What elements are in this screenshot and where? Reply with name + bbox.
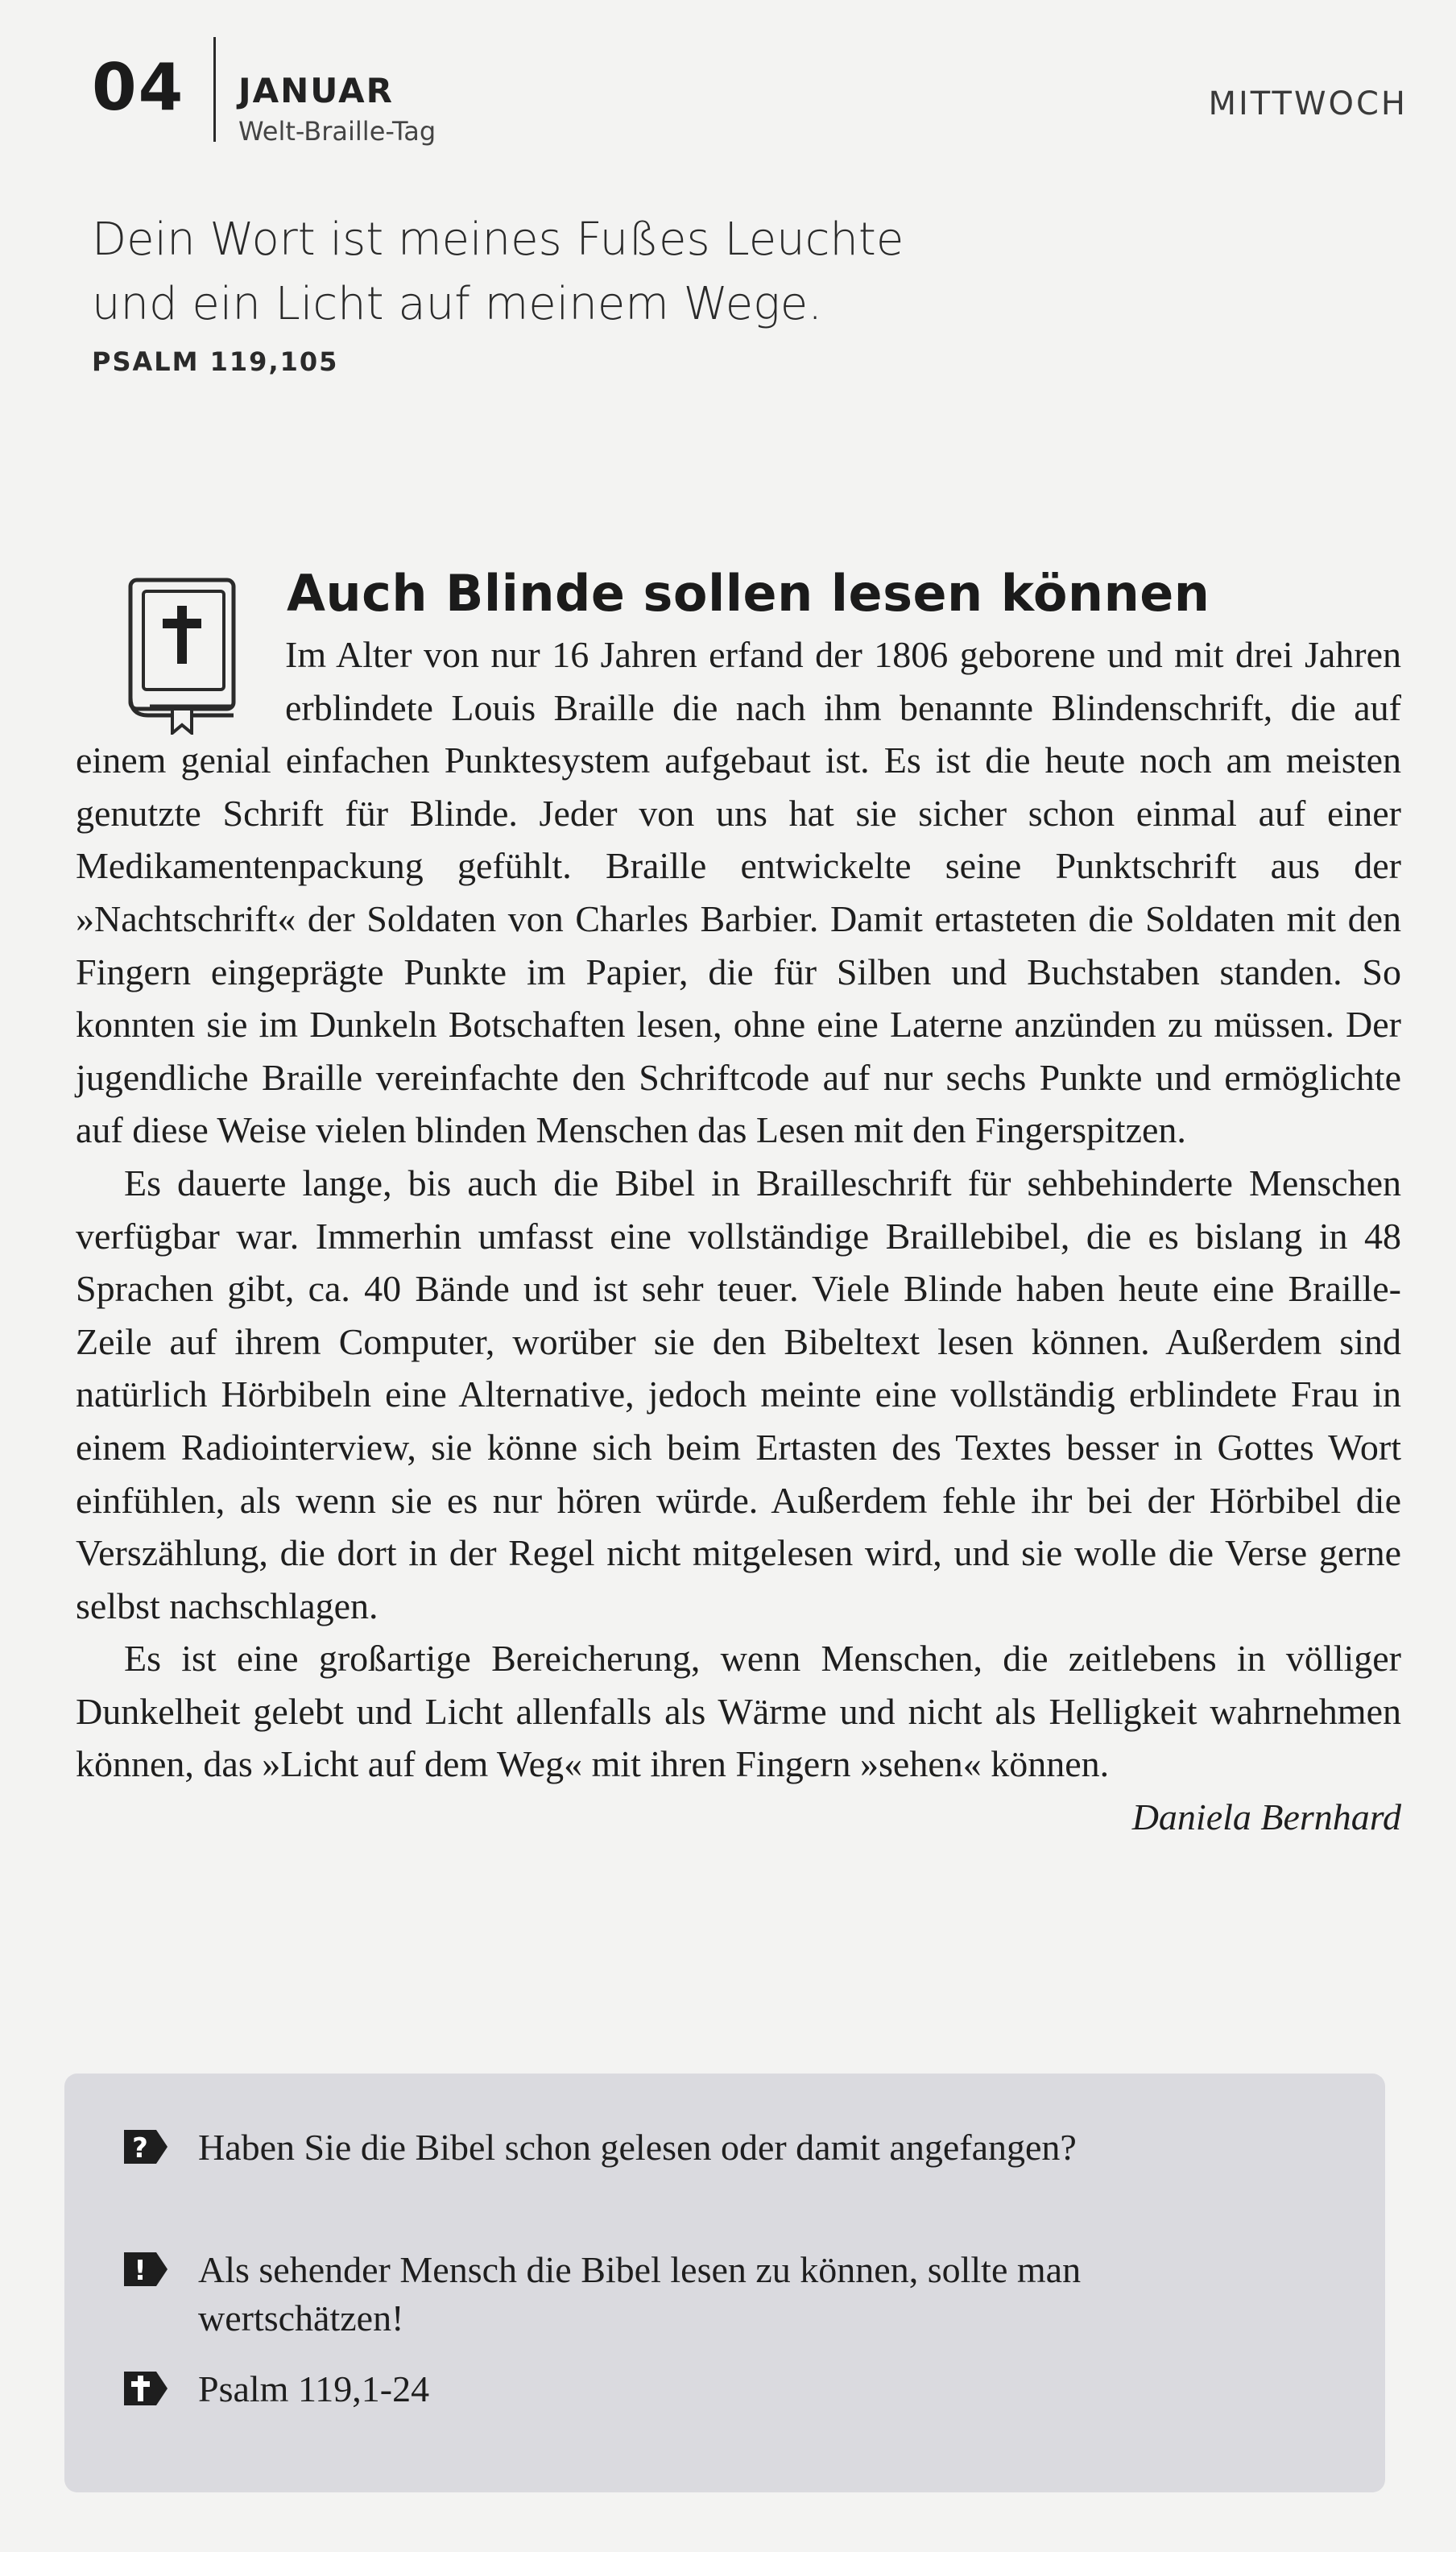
reflection-reading-row [121,2365,429,2413]
reflection-reading: Psalm 119,1-24 [198,2368,430,2409]
verse-reference: PSALM 119,105 [92,346,339,377]
date-month: JANUAR [238,71,394,110]
reflection-box [64,2074,1385,2492]
verse-line-1: Dein Wort ist meines Fußes Leuchte [92,213,904,266]
date-day: 04 [92,50,185,125]
reflection-question-row [121,2123,1077,2172]
daily-verse [92,208,1139,337]
article-body [76,628,1401,1844]
exclamation-icon [121,2249,171,2289]
reflection-tip: Als sehender Mensch die Bibel lesen zu können, sollte man wertschätzen! [198,2249,1082,2339]
reflection-question: Haben Sie die Bibel schon gelesen oder damit angefangen? [198,2127,1077,2168]
svg-text:?: ? [132,2132,148,2165]
cross-icon [121,2368,171,2409]
article-title: Auch Blinde sollen lesen können [287,564,1210,623]
question-mark-icon [121,2127,171,2167]
article-author: Daniela Bernhard [1131,1796,1401,1838]
article-paragraph-2: Es dauerte lange, bis auch die Bibel in Brailleschrift für sehbehinderte Menschen verfügbar war. Immerhin umfasst eine vollständige Braillebibel, die es bislang in 48 Sprachen gibt, ca. 40 Bände und ist sehr teuer. Viele Blinde haben heute eine Braille-Zeile auf ihrem Computer, worüber sie den Bibeltext lesen können. Außerdem sind natürlich Hörbibeln eine Alternative, jedoch meinte eine vollständig erblindete Frau in einem Radiointerview, sie könne sich beim Ertasten des Textes besser in Gottes Wort einfühlen, als wenn sie es nur hören würde. Außerdem fehle ihr bei der Hörbibel die Verszählung, die dort in der Regel nicht mitgelesen wird, und sie wolle die Verse gerne selbst nachschlagen. [76,1162,1401,1626]
reflection-tip-row [121,2246,1245,2343]
date-divider [213,37,216,142]
day-occasion: Welt-Braille-Tag [238,116,436,147]
article-paragraph-1: Im Alter von nur 16 Jahren erfand der 1806 geborene und mit drei Jahren erblindete Louis Braille die nach ihm benannte Blindenschrift, die auf einem genial einfachen Punktesystem aufgebaut ist. Es ist die heute noch am meisten genutzte Schrift für Blinde. Jeder von uns hat sie sicher schon einmal auf einer Medikamentenpackung gefühlt. Braille entwickelte seine Punktschrift aus der »Nachtschrift« der Soldaten von Charles Barbier. Damit ertasteten die Soldaten mit den Fingern eingeprägte Punkte im Papier, die für Silben und Buchstaben standen. So konnten sie im Dunkeln Botschaften lesen, ohne eine Laterne anzünden zu müssen. Der jugendliche Braille vereinfachte den Schriftcode auf nur sechs Punkte und ermöglichte auf diese Weise vielen blinden Menschen das Lesen mit den Fingerspitzen. [76,634,1401,1151]
article-paragraph-3: Es ist eine großartige Bereicherung, wenn Menschen, die zeitlebens in völliger Dunkelheit gelebt und Licht allenfalls als Wärme und nicht als Helligkeit wahrnehmen können, das »Licht auf dem Weg« mit ihren Fingern »sehen« können. [76,1638,1401,1785]
verse-line-2: und ein Licht auf meinem Wege. [92,278,823,330]
svg-text:!: ! [134,2255,147,2287]
weekday: MITTWOCH [1208,85,1408,122]
